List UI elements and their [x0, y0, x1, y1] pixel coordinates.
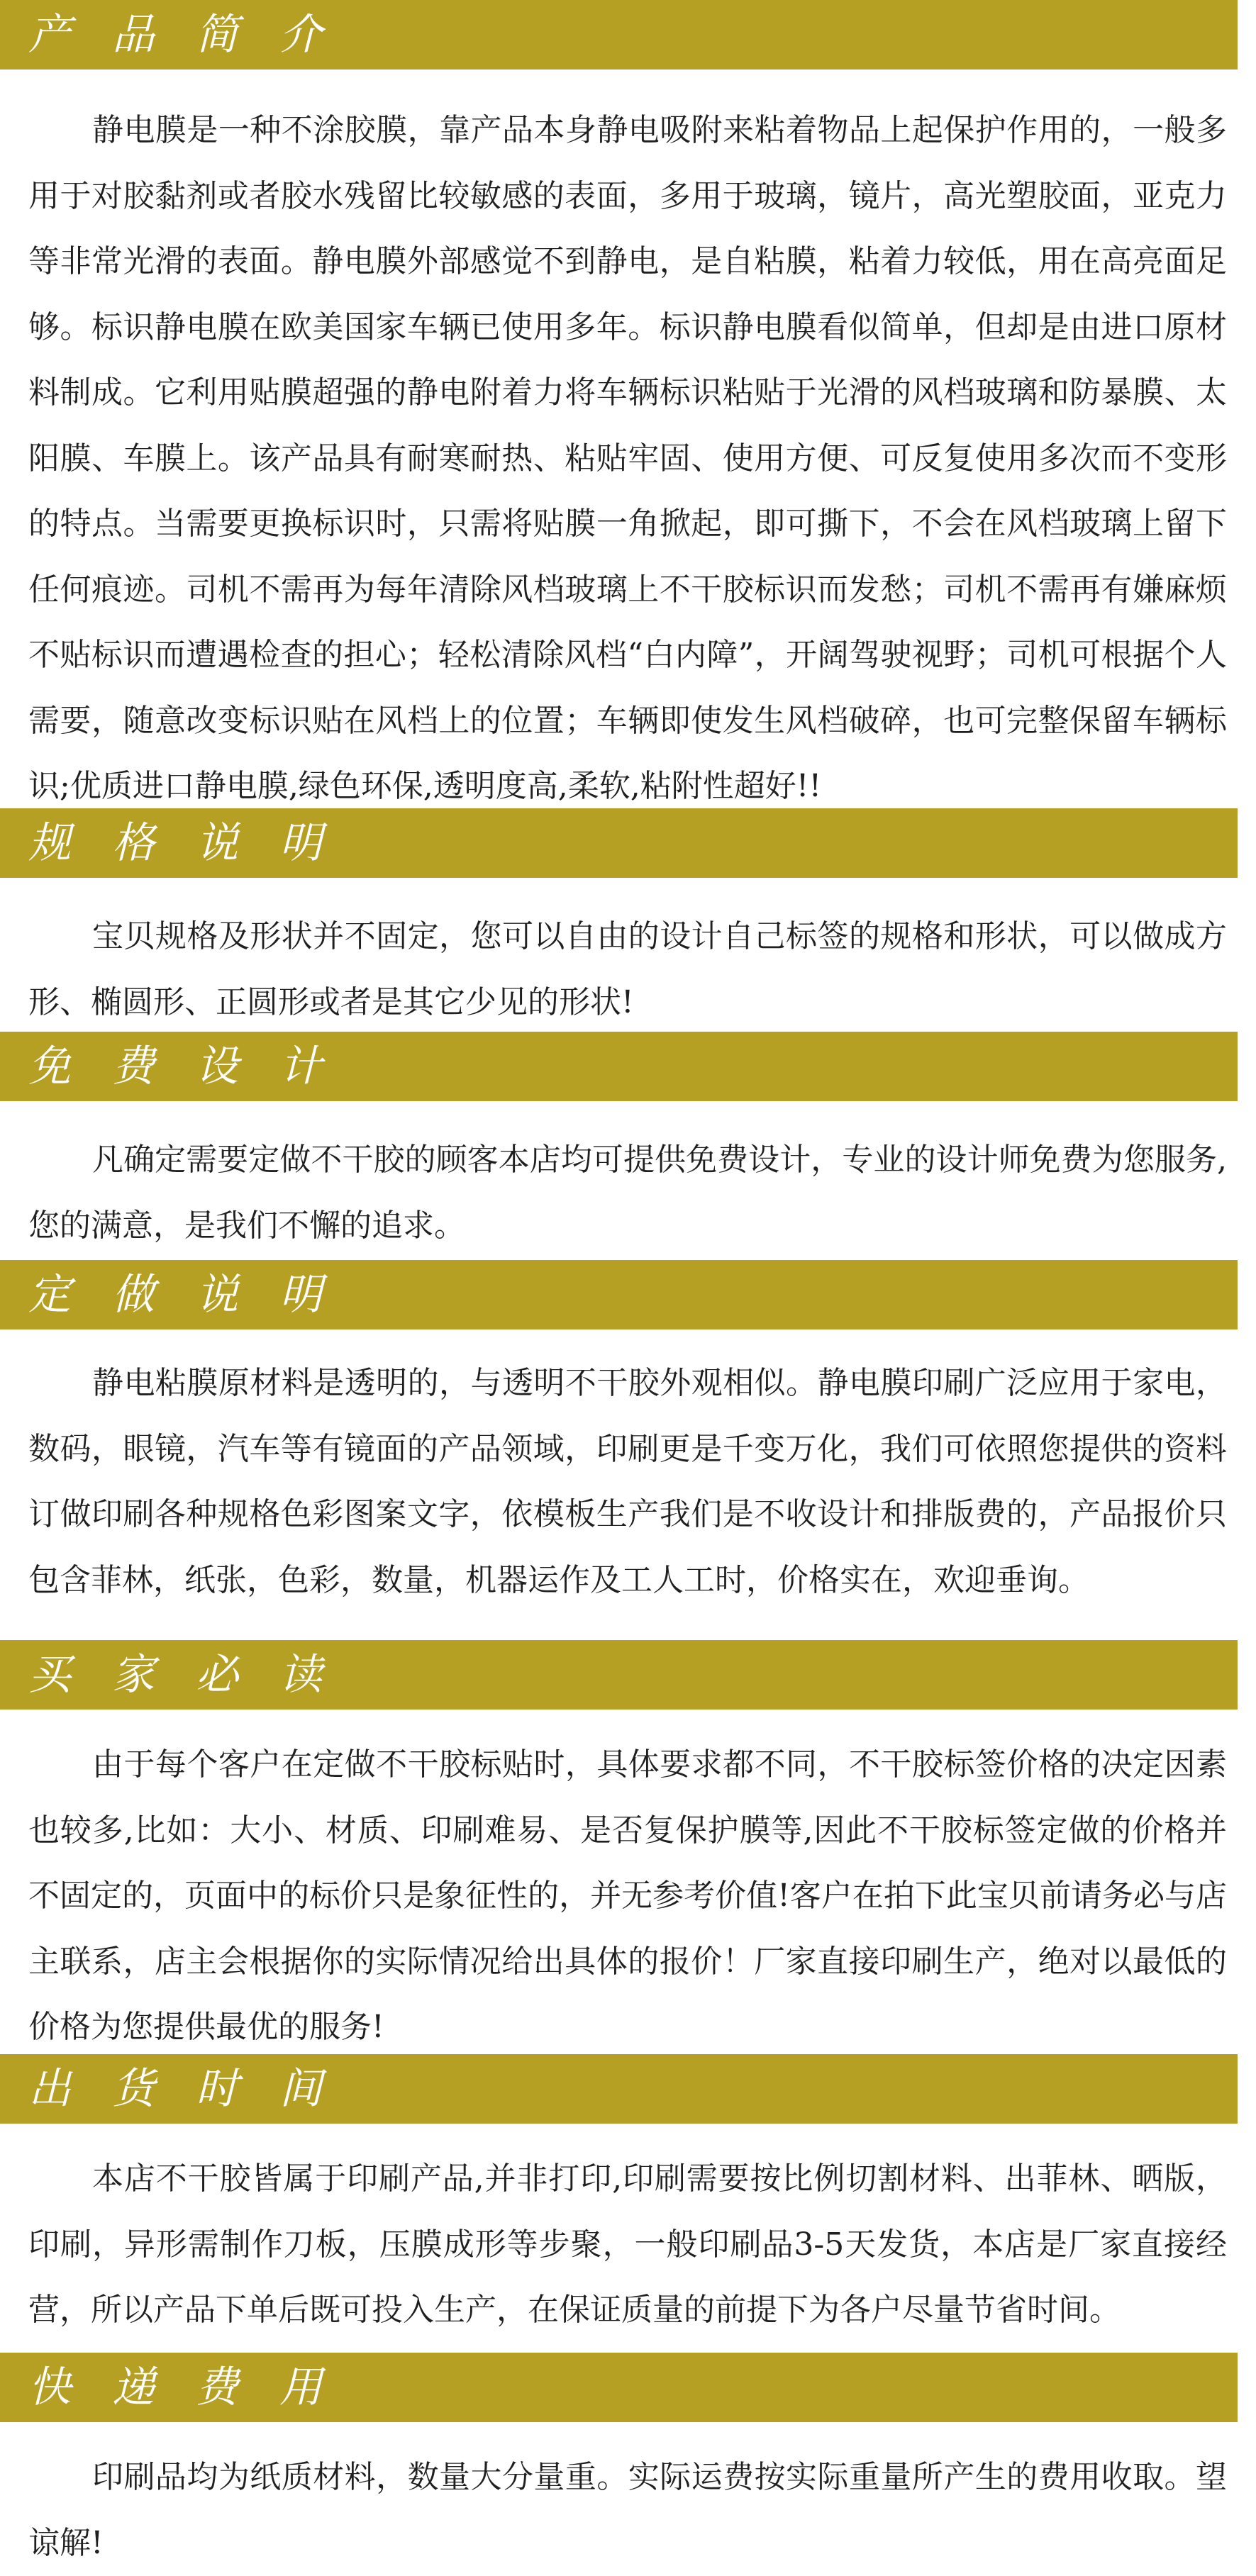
custom-order-paragraph: 静电粘膜原材料是透明的，与透明不干胶外观相似。静电膜印刷广泛应用于家电，数码，眼镜，汽车等有镜面的产品领域，印刷更是千变万化，我们可依照您提供的资料订做印刷各种规格色彩图案文字，依模板生产我们是不收设计和排版费的，产品报价只包含菲林，纸张，色彩，数量，机器运作及工人工时，价格实在，欢迎垂询。	[28, 1365, 1227, 1598]
section-title: 产品简介	[28, 10, 363, 60]
section-title: 出货时间	[28, 2064, 363, 2114]
section-title: 快递费用	[28, 2363, 363, 2412]
buyer-notice-paragraph: 由于每个客户在定做不干胶标贴时，具体要求都不同，不干胶标签价格的决定因素也较多,比如：大小、材质、印刷难易、是否复保护膜等,因此不干胶标签定做的价格并不固定的，页面中的标价只是象征性的，并无参考价值!客户在拍下此宝贝前请务必与店主联系，店主会根据你的实际情况给出具体的报价！厂家直接印刷生产，绝对以最低的价格为您提供最优的服务!	[28, 1746, 1227, 2045]
shipping-time-paragraph: 本店不干胶皆属于印刷产品,并非打印,印刷需要按比例切割材料、出菲林、晒版，印刷，异形需制作刀板，压膜成形等步聚，一般印刷品3-5天发货，本店是厂家直接经营，所以产品下单后既可投入生产，在保证质量的前提下为各户尽量节省时间。	[28, 2160, 1227, 2328]
section-title: 免费设计	[28, 1042, 363, 1091]
section-header-product-intro	[0, 0, 1238, 69]
free-design-paragraph: 凡确定需要定做不干胶的顾客本店均可提供免费设计，专业的设计师免费为您服务,您的满意，是我们不懈的追求。	[28, 1142, 1227, 1244]
section-header-shipping-time	[0, 2054, 1238, 2124]
section-header-delivery-cost	[0, 2353, 1238, 2422]
section-header-free-design	[0, 1032, 1238, 1101]
product-intro-paragraph: 静电膜是一种不涂胶膜，靠产品本身静电吸附来粘着物品上起保护作用的，一般多用于对胶黏剂或者胶水残留比较敏感的表面，多用于玻璃，镜片，高光塑胶面，亚克力等非常光滑的表面。静电膜外部感觉不到静电，是自粘膜，粘着力较低，用在高亮面足够。标识静电膜在欧美国家车辆已使用多年。标识静电膜看似简单，但却是由进口原材料制成。它利用贴膜超强的静电附着力将车辆标识粘贴于光滑的风档玻璃和防暴膜、太阳膜、车膜上。该产品具有耐寒耐热、粘贴牢固、使用方便、可反复使用多次而不变形的特点。当需要更换标识时，只需将贴膜一角掀起，即可撕下，不会在风档玻璃上留下任何痕迹。司机不需再为每年清除风档玻璃上不干胶标识而发愁；司机不需再有嫌麻烦不贴标识而遭遇检查的担心；轻松清除风档“白内障”，开阔驾驶视野；司机可根据个人需要，随意改变标识贴在风档上的位置；车辆即使发生风档破碎，也可完整保留车辆标识;优质进口静电膜,绿色环保,透明度高,柔软,粘附性超好!!	[28, 112, 1227, 804]
section-header-buyer-notice	[0, 1640, 1238, 1710]
section-header-custom-order	[0, 1260, 1238, 1329]
section-title: 买家必读	[28, 1650, 363, 1700]
specifications-paragraph: 宝贝规格及形状并不固定，您可以自由的设计自己标签的规格和形状，可以做成方形、椭圆形、正圆形或者是其它少见的形状!	[28, 918, 1227, 1020]
section-header-specifications	[0, 808, 1238, 878]
section-title: 规格说明	[28, 818, 363, 868]
delivery-cost-paragraph: 印刷品均为纸质材料，数量大分量重。实际运费按实际重量所产生的费用收取。望谅解!	[28, 2459, 1227, 2561]
section-title: 定做说明	[28, 1270, 363, 1320]
